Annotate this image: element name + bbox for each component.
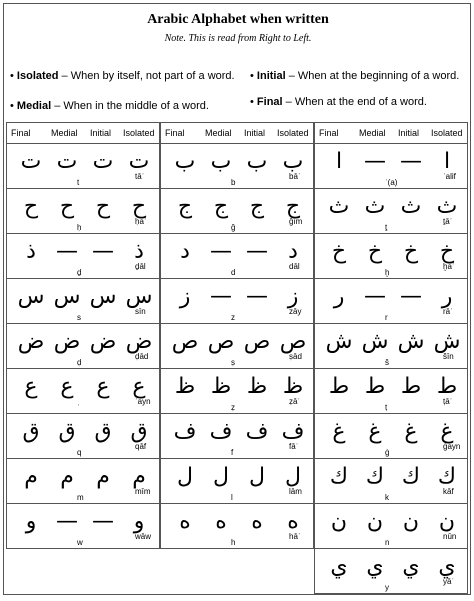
letter-form-final: ت — [128, 149, 150, 174]
transliteration: b — [231, 178, 236, 187]
letter-name: ḏāl — [135, 262, 146, 271]
transliteration: s — [77, 313, 81, 322]
column-header-label: Initial — [398, 128, 420, 138]
letter-form-medial: م — [96, 464, 110, 489]
letter-form-initial: — — [210, 284, 232, 309]
letter-row — [314, 279, 468, 324]
definition-isolated: • Isolated – When by itself, not part of a word. — [10, 70, 235, 82]
letter-row — [6, 504, 160, 549]
transliteration: f — [231, 448, 234, 457]
transliteration: ʿ — [77, 403, 80, 412]
letter-form-isolated: ح — [23, 194, 39, 219]
transliteration: r — [385, 313, 388, 322]
letter-form-isolated: ز — [179, 284, 191, 309]
column-header-label: Medial — [205, 128, 232, 138]
letter-column — [6, 122, 160, 594]
letter-column — [314, 122, 468, 594]
transliteration: ṭ — [385, 403, 388, 412]
letter-form-initial: ض — [53, 329, 81, 354]
letter-form-medial: ل — [249, 464, 265, 489]
page-title: Arabic Alphabet when written — [147, 12, 329, 27]
letter-form-initial: ي — [366, 554, 384, 579]
definition-text: – When at the end of a word. — [282, 96, 427, 108]
letter-form-isolated: ش — [325, 329, 353, 354]
letter-form-final: ا — [443, 149, 451, 174]
letter-form-final: و — [133, 509, 145, 534]
letter-form-medial: ت — [92, 149, 114, 174]
letter-form-isolated: خ — [331, 239, 347, 264]
letter-form-medial: ض — [89, 329, 117, 354]
letter-row — [314, 504, 468, 549]
letter-name: ʿayn — [135, 397, 151, 406]
letter-name: šīn — [443, 352, 454, 361]
letter-form-initial: غ — [368, 419, 382, 444]
letter-form-medial: ث — [400, 194, 422, 219]
letter-form-final: د — [288, 239, 298, 264]
letter-row — [6, 324, 160, 369]
letter-row — [314, 549, 468, 594]
letter-name: hāʾ — [289, 532, 301, 541]
letter-form-final: ذ — [134, 239, 144, 264]
letter-name: nūn — [443, 532, 457, 541]
letter-form-isolated: ص — [171, 329, 199, 354]
transliteration: ḍ — [77, 358, 82, 367]
letter-name: ḫāʾ — [443, 262, 455, 271]
letter-form-final: ي — [438, 554, 456, 579]
letter-name: ṯāʾ — [443, 217, 453, 226]
transliteration: ḫ — [385, 268, 390, 277]
letter-row — [6, 234, 160, 279]
letter-name: sīn — [135, 307, 146, 316]
column-header-label: Final — [11, 128, 31, 138]
letter-row — [314, 234, 468, 279]
letter-form-initial: ع — [60, 374, 74, 399]
reading-note: Note. This is read from Right to Left. — [164, 33, 312, 44]
letter-name: ẓāʾ — [289, 397, 301, 406]
letter-form-medial: س — [89, 284, 117, 309]
letter-form-medial: ظ — [246, 374, 268, 399]
letter-form-final: م — [132, 464, 146, 489]
alphabet-sheet — [3, 3, 471, 595]
letter-form-medial: — — [246, 239, 268, 264]
letter-form-medial: ي — [402, 554, 420, 579]
transliteration: ʾ(a) — [385, 178, 398, 187]
letter-form-initial: ت — [56, 149, 78, 174]
letter-form-isolated: ع — [24, 374, 38, 399]
letter-name: ḥāʾ — [135, 217, 147, 226]
letter-form-isolated: د — [180, 239, 190, 264]
letter-form-isolated: ك — [329, 464, 349, 489]
transliteration: k — [385, 493, 389, 502]
letter-form-medial: — — [400, 149, 422, 174]
letter-form-final: ظ — [282, 374, 304, 399]
letter-form-initial: ب — [210, 149, 232, 174]
transliteration: ḏ — [77, 268, 82, 277]
letter-form-isolated: ر — [333, 284, 345, 309]
letter-form-initial: — — [56, 239, 78, 264]
definition-term: Medial — [16, 100, 52, 112]
column-header-label: Isolated — [431, 128, 463, 138]
letter-form-medial: ب — [246, 149, 268, 174]
transliteration: q — [77, 448, 82, 457]
letter-form-isolated: ب — [174, 149, 196, 174]
letter-row — [160, 414, 314, 459]
letter-form-initial: ث — [364, 194, 386, 219]
letter-form-medial: ح — [95, 194, 111, 219]
letter-name: ğīm — [289, 217, 303, 226]
letter-form-initial: م — [60, 464, 74, 489]
letter-form-initial: ف — [209, 419, 233, 444]
letter-name: ḍād — [135, 352, 149, 361]
letter-form-initial: ق — [58, 419, 76, 444]
letter-form-final: ق — [130, 419, 148, 444]
definition-text: – When in the middle of a word. — [51, 100, 209, 112]
definition-initial: • Initial – When at the beginning of a word. — [250, 70, 460, 82]
letter-row — [6, 369, 160, 414]
definition-term: Initial — [256, 70, 286, 82]
letter-name: rāʾ — [443, 307, 453, 316]
letter-table — [6, 122, 468, 594]
column-header-label: Final — [319, 128, 339, 138]
letter-form-final: ج — [285, 194, 301, 219]
transliteration: t — [77, 178, 80, 187]
column-header — [160, 122, 314, 144]
letter-form-isolated: ت — [20, 149, 42, 174]
letter-name: ṭāʾ — [443, 397, 453, 406]
definition-text: – When at the beginning of a word. — [285, 70, 460, 82]
letter-form-isolated: ل — [177, 464, 193, 489]
letter-form-final: ط — [436, 374, 458, 399]
letter-form-final: س — [125, 284, 153, 309]
letter-form-medial: ص — [243, 329, 271, 354]
letter-row — [314, 414, 468, 459]
transliteration: ğ — [231, 223, 236, 232]
letter-form-initial: ط — [364, 374, 386, 399]
letter-form-initial: ن — [366, 509, 384, 534]
column-header-label: Medial — [51, 128, 78, 138]
column-header — [314, 122, 468, 144]
letter-name: ṣād — [289, 352, 302, 361]
letter-form-final: ن — [438, 509, 456, 534]
letter-form-isolated: و — [25, 509, 37, 534]
letter-row — [6, 279, 160, 324]
letter-row — [314, 324, 468, 369]
transliteration: ġ — [385, 448, 390, 457]
letter-form-initial: — — [364, 149, 386, 174]
letter-form-initial: ك — [365, 464, 385, 489]
column-header-label: Initial — [244, 128, 266, 138]
letter-row — [6, 144, 160, 189]
letter-column — [160, 122, 314, 594]
transliteration: m — [77, 493, 84, 502]
letter-form-initial: س — [53, 284, 81, 309]
transliteration: n — [385, 538, 390, 547]
letter-form-final: ف — [281, 419, 305, 444]
letter-form-final: ش — [433, 329, 461, 354]
letter-form-medial: ج — [249, 194, 265, 219]
letter-name: lām — [289, 487, 302, 496]
letter-form-initial: ص — [207, 329, 235, 354]
transliteration: z — [231, 313, 235, 322]
letter-name: wāw — [135, 532, 152, 541]
letter-row — [160, 504, 314, 549]
letter-form-isolated: ن — [330, 509, 348, 534]
letter-form-isolated: ث — [328, 194, 350, 219]
letter-name: yāʾ — [443, 577, 455, 586]
transliteration: w — [77, 538, 83, 547]
letter-name: fāʾ — [289, 442, 299, 451]
letter-form-medial: — — [92, 239, 114, 264]
letter-row — [160, 234, 314, 279]
letter-form-medial: ش — [397, 329, 425, 354]
letter-form-initial: خ — [367, 239, 383, 264]
definition-term: Final — [256, 96, 283, 108]
letter-form-initial: ظ — [210, 374, 232, 399]
letter-row — [314, 369, 468, 414]
column-header-label: Isolated — [123, 128, 155, 138]
letter-form-medial: ق — [94, 419, 112, 444]
definition-term: Isolated — [16, 70, 59, 82]
letter-form-isolated: ي — [330, 554, 348, 579]
transliteration: h — [231, 538, 236, 547]
letter-form-final: ب — [282, 149, 304, 174]
letter-row — [314, 189, 468, 234]
transliteration: ṣ — [231, 358, 235, 367]
letter-row — [160, 369, 314, 414]
letter-name: dāl — [289, 262, 300, 271]
letter-form-initial: — — [56, 509, 78, 534]
letter-form-medial: — — [92, 509, 114, 534]
letter-form-isolated: غ — [332, 419, 346, 444]
letter-row — [160, 279, 314, 324]
letter-form-initial: ش — [361, 329, 389, 354]
letter-name: tāʾ — [135, 172, 145, 181]
letter-row — [6, 414, 160, 459]
letter-row — [160, 324, 314, 369]
letter-form-final: ك — [437, 464, 457, 489]
transliteration: d — [231, 268, 236, 277]
column-header-label: Isolated — [277, 128, 309, 138]
transliteration: ṯ — [385, 223, 388, 232]
transliteration: ḥ — [77, 223, 82, 232]
letter-form-initial: ه — [215, 509, 227, 534]
letter-form-isolated: ظ — [174, 374, 196, 399]
letter-row — [6, 189, 160, 234]
letter-form-initial: ح — [59, 194, 75, 219]
column-header — [6, 122, 160, 144]
letter-form-medial: ف — [245, 419, 269, 444]
letter-form-final: ث — [436, 194, 458, 219]
letter-form-medial: — — [400, 284, 422, 309]
letter-form-final: خ — [439, 239, 455, 264]
letter-form-final: ز — [287, 284, 299, 309]
letter-form-medial: ك — [401, 464, 421, 489]
letter-form-isolated: ف — [173, 419, 197, 444]
letter-form-medial: غ — [404, 419, 418, 444]
letter-row — [314, 459, 468, 504]
letter-form-isolated: ج — [177, 194, 193, 219]
letter-form-final: ض — [125, 329, 153, 354]
definition-final: • Final – When at the end of a word. — [250, 96, 427, 108]
letter-form-final: ه — [287, 509, 299, 534]
letter-form-final: ح — [131, 194, 147, 219]
transliteration: y — [385, 583, 389, 592]
letter-form-medial: ع — [96, 374, 110, 399]
letter-row — [160, 189, 314, 234]
letter-form-medial: خ — [403, 239, 419, 264]
letter-form-initial: ل — [213, 464, 229, 489]
letter-form-final: ص — [279, 329, 307, 354]
definition-text: – When by itself, not part of a word. — [58, 70, 235, 82]
letter-form-isolated: ق — [22, 419, 40, 444]
column-header-label: Initial — [90, 128, 112, 138]
letter-form-isolated: ذ — [26, 239, 36, 264]
transliteration: l — [231, 493, 233, 502]
letter-form-final: ل — [285, 464, 301, 489]
letter-form-medial: ه — [251, 509, 263, 534]
letter-form-isolated: م — [24, 464, 38, 489]
letter-form-isolated: ه — [179, 509, 191, 534]
letter-form-medial: ن — [402, 509, 420, 534]
letter-form-isolated: ض — [17, 329, 45, 354]
letter-name: ġayn — [443, 442, 461, 451]
letter-form-final: ع — [132, 374, 146, 399]
transliteration: š — [385, 358, 389, 367]
letter-row — [314, 144, 468, 189]
column-header-label: Final — [165, 128, 185, 138]
column-header-label: Medial — [359, 128, 386, 138]
letter-name: zāy — [289, 307, 302, 316]
letter-form-final: غ — [440, 419, 454, 444]
letter-row — [160, 459, 314, 504]
letter-name: bāʾ — [289, 172, 301, 181]
letter-form-initial: — — [210, 239, 232, 264]
letter-form-isolated: ط — [328, 374, 350, 399]
letter-row — [6, 459, 160, 504]
letter-form-initial: ج — [213, 194, 229, 219]
letter-name: kāf — [443, 487, 454, 496]
letter-name: qāf — [135, 442, 147, 451]
letter-form-medial: — — [246, 284, 268, 309]
letter-name: mīm — [135, 487, 151, 496]
letter-form-initial: — — [364, 284, 386, 309]
letter-name: ʾalif — [443, 172, 456, 181]
letter-form-isolated: ا — [335, 149, 343, 174]
letter-form-isolated: س — [17, 284, 45, 309]
letter-form-medial: ط — [400, 374, 422, 399]
transliteration: ẓ — [231, 403, 235, 412]
letter-form-final: ر — [441, 284, 453, 309]
definition-medial: • Medial – When in the middle of a word. — [10, 100, 209, 112]
letter-row — [160, 144, 314, 189]
